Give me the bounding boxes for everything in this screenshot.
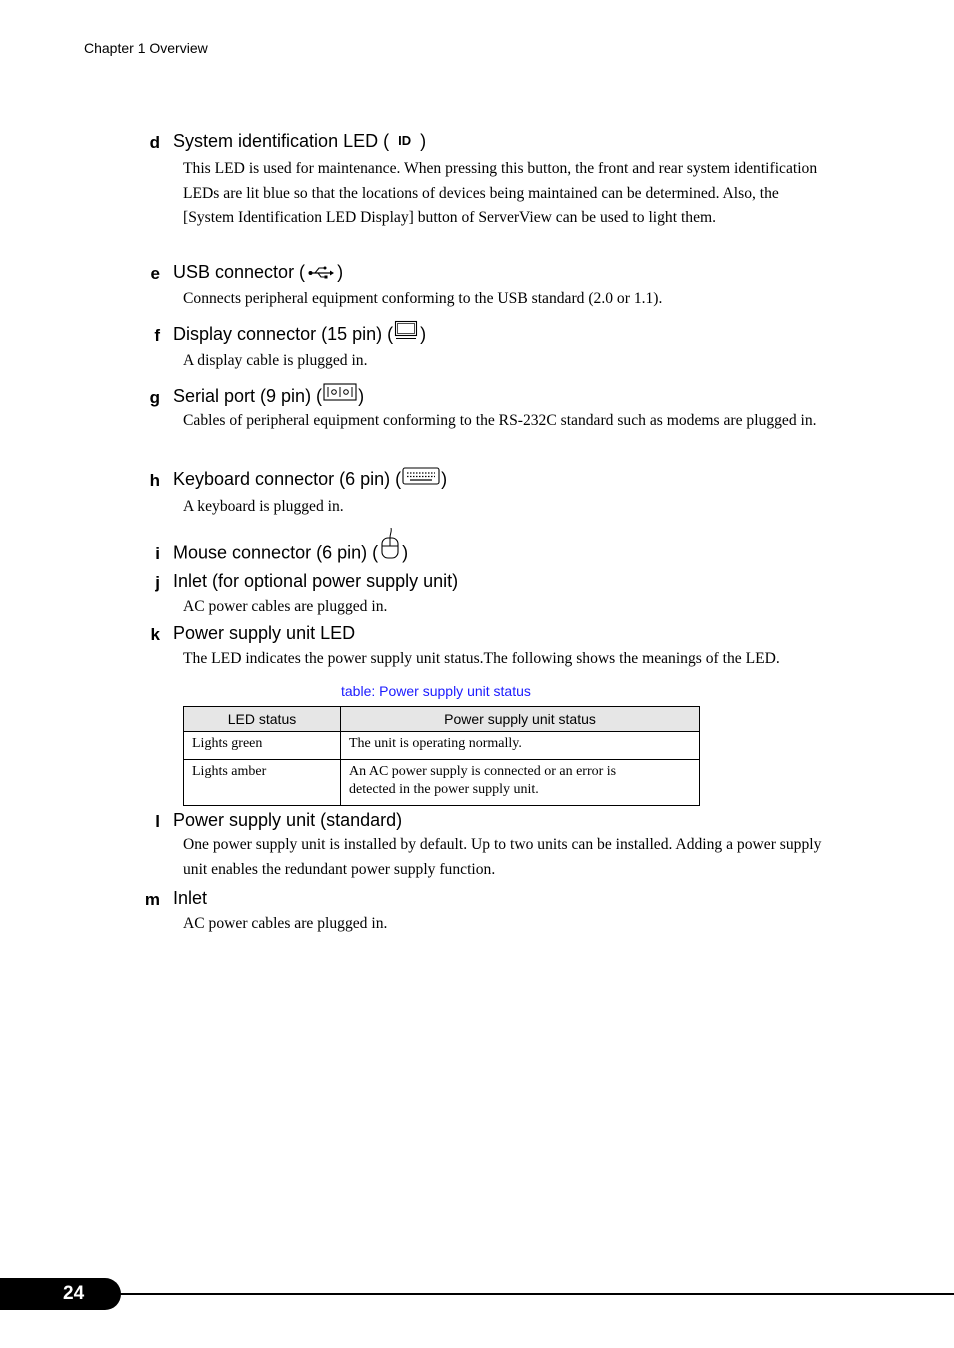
- keyboard-icon: [402, 467, 440, 490]
- item-title-text: Mouse connector (6 pin) (: [173, 542, 379, 563]
- item-title-text: Inlet (for optional power supply unit): [173, 571, 459, 591]
- item-title: [173, 542, 408, 565]
- item-description: This LED is used for maintenance. When pressing this button, the front and rear system identification LEDs are lit blue so that the locations of devices being maintained can be determined. Also, the [System Identification LED Display] button of ServerView can be used to light them.: [183, 160, 818, 226]
- item-title-close: ): [337, 262, 344, 282]
- item-title: [173, 324, 426, 345]
- table-cell: The unit is operating normally.: [341, 732, 700, 760]
- item-description: Connects peripheral equipment conforming to the USB standard (2.0 or 1.1).: [183, 290, 663, 307]
- item-title: [173, 262, 343, 284]
- item-title-close: ): [358, 386, 365, 406]
- item-description: The LED indicates the power supply unit status.The following shows the meanings of the LED.: [183, 650, 780, 667]
- item-title-text: System identification LED (: [173, 131, 390, 151]
- table-cell: An AC power supply is connected or an error is detected in the power supply unit.: [341, 760, 700, 806]
- mouse-icon: [380, 528, 400, 565]
- item-description: One power supply unit is installed by default. Up to two units can be installed. Adding a power supply unit enables the redundant power supply function.: [183, 836, 822, 878]
- item-title-close: ): [441, 469, 448, 489]
- item-title: [173, 131, 426, 152]
- display-icon: [394, 320, 418, 345]
- item-title: [173, 810, 402, 831]
- item-description: AC power cables are plugged in.: [183, 598, 388, 615]
- item-title: [173, 623, 355, 644]
- table-row: [184, 732, 700, 760]
- table-header-cell: LED status: [184, 707, 341, 732]
- item-description: AC power cables are plugged in.: [183, 915, 388, 932]
- item-title-text: Power supply unit LED: [173, 623, 356, 643]
- item-letter: k: [150, 625, 160, 644]
- table-caption: table: Power supply unit status: [341, 683, 531, 699]
- table-header-cell: Power supply unit status: [341, 707, 700, 732]
- item-letter: g: [149, 388, 160, 407]
- table-row: [184, 760, 700, 806]
- item-title: [173, 469, 447, 490]
- id-icon: ID: [398, 133, 412, 148]
- item-title-text: Inlet: [173, 888, 208, 908]
- item-title-text: Serial port (9 pin) (: [173, 386, 323, 406]
- item-title: [173, 386, 364, 407]
- item-title: [173, 571, 458, 592]
- item-title: [173, 888, 207, 909]
- item-description: Cables of peripheral equipment conforming to the RS-232C standard such as modems are plugged in.: [183, 412, 817, 429]
- table-cell: Lights green: [184, 732, 341, 760]
- footer-rule: [100, 1293, 954, 1295]
- item-description: A keyboard is plugged in.: [183, 498, 344, 515]
- item-letter: d: [149, 133, 160, 152]
- usb-icon: [308, 263, 334, 284]
- item-letter: m: [144, 890, 160, 909]
- item-letter: j: [155, 573, 160, 592]
- table-cell: Lights amber: [184, 760, 341, 806]
- power-supply-status-table: [183, 706, 700, 806]
- item-letter: l: [155, 812, 160, 831]
- table-header-row: [184, 707, 700, 732]
- serial-port-icon: [323, 383, 357, 406]
- item-letter: h: [149, 471, 160, 490]
- item-letter: i: [155, 544, 160, 563]
- item-letter: f: [154, 326, 160, 345]
- running-header: Chapter 1 Overview: [84, 40, 208, 56]
- page-number: 24: [63, 1283, 85, 1304]
- item-title-text: Power supply unit (standard): [173, 810, 403, 830]
- item-title-text: Keyboard connector (6 pin) (: [173, 469, 402, 489]
- item-title-close: ): [420, 131, 427, 151]
- item-title-text: USB connector (: [173, 262, 306, 282]
- item-title-text: Display connector (15 pin) (: [173, 324, 394, 344]
- item-description: A display cable is plugged in.: [183, 352, 368, 369]
- item-title-close: ): [420, 324, 427, 344]
- item-letter: e: [150, 264, 160, 283]
- item-title-close: ): [402, 542, 409, 563]
